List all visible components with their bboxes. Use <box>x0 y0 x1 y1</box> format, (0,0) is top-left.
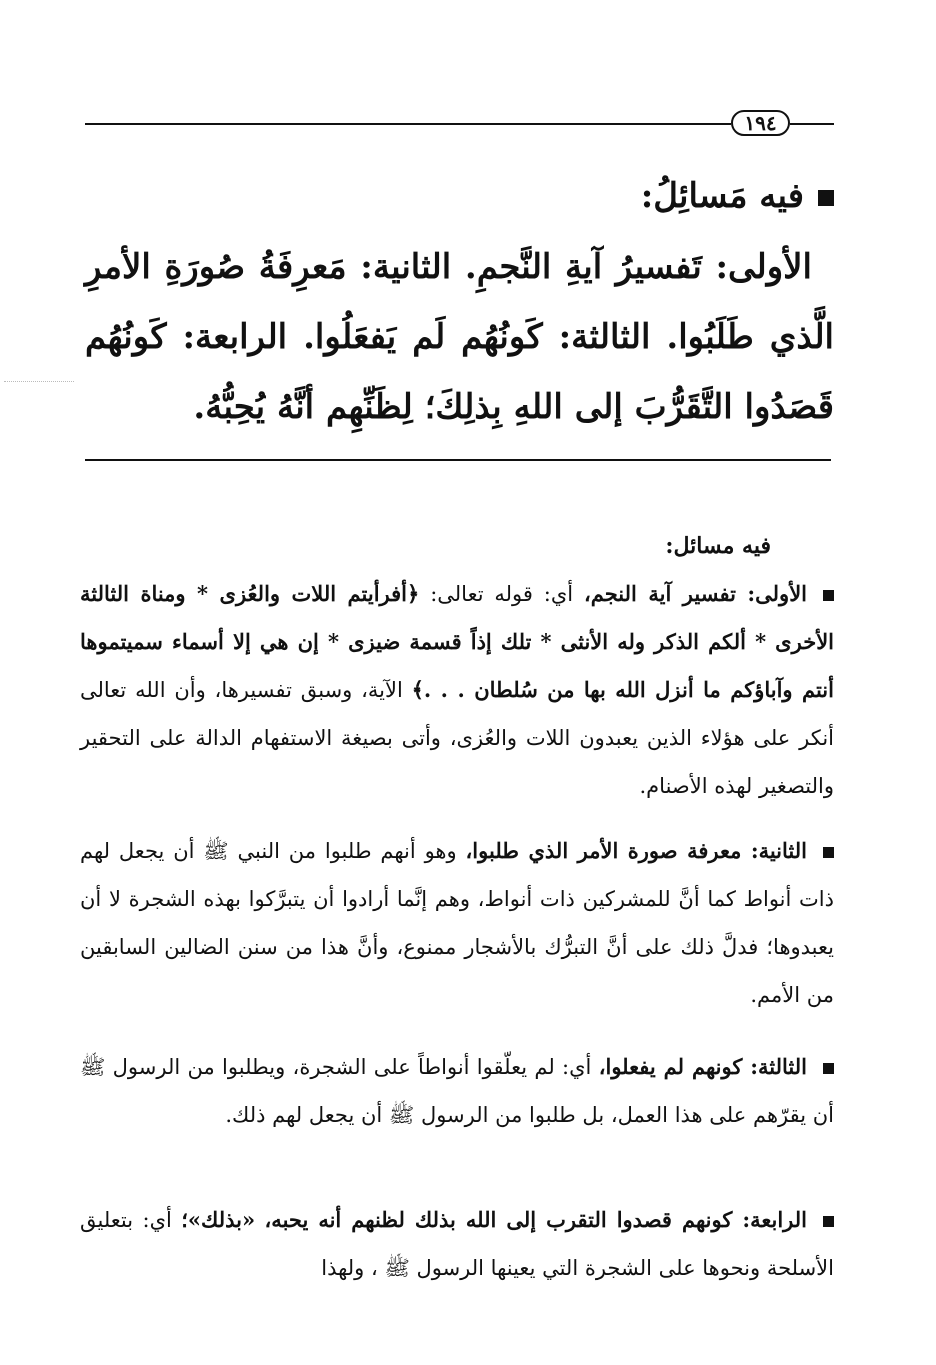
matn-item-label: الرابعة: <box>182 317 288 357</box>
paragraph-lead: أي: قوله تعالى: <box>430 582 574 606</box>
margin-mark <box>4 381 74 382</box>
paragraph-label: الرابعة: كونهم قصدوا التقرب إلى الله بذلك لظنهم أنه يحبه، <box>264 1207 807 1232</box>
commentary-paragraph <box>80 827 834 1019</box>
square-bullet-icon <box>818 190 834 206</box>
paragraph-text: الآية، وسبق تفسيرها، وأن الله تعالى أنكر على هؤلاء الذين يعبدون اللات والعُزى، وأتى بصيغة الاستفهام الدالة على التحقير والتصغير لهذه الأصنام. <box>80 678 834 798</box>
commentary-paragraph <box>80 1043 834 1139</box>
matn-item-label: الأولى: <box>715 247 812 287</box>
page-number: ١٩٤ <box>731 110 790 136</box>
section-divider <box>85 459 831 461</box>
matn-item-text: كَونُهُم لَم يَفعَلُوا. <box>303 317 543 357</box>
quran-verse: ﴿أفرأيتم اللات والعُزى * ومناة الثالثة الأخرى * ألكم الذكر وله الأنثى * تلك إذاً قسمة ضيزى * إن هي إلا أسماء سميتموها أنتم وآباؤكم ما أنزل الله بها من سُلطان . . .﴾ <box>80 581 834 702</box>
commentary-heading: فيه مسائل: <box>665 533 771 559</box>
matn-item-label: الثانية: <box>360 247 452 287</box>
matn-item-text: تَفسيرُ آيةِ النَّجمِ. <box>464 247 702 287</box>
commentary-paragraph <box>80 1196 834 1292</box>
matn-item-label: الثالثة: <box>558 317 651 357</box>
paragraph-quote: «بذلك»؛ <box>181 1207 256 1232</box>
paragraph-text: أي: لم يعلّقوا أنواطاً على الشجرة، ويطلبوا من الرسول ﷺ أن يقرّهم على هذا العمل، بل طلبوا من الرسول ﷺ أن يجعل لهم ذلك. <box>80 1055 834 1127</box>
matn-heading <box>134 170 834 222</box>
square-bullet-icon <box>823 590 834 601</box>
header-rule-left <box>85 123 731 125</box>
paragraph-text: وهو أنهم طلبوا من النبي ﷺ أن يجعل لهم ذات أنواط كما أنَّ للمشركين ذات أنواط، وهم إنَّما أرادوا أن يتبرَّكوا بهذه الشجرة لا أن يعبدوها؛ فدلَّ ذلك على أنَّ التبرُّك بالأشجار ممنوع، وأنَّ هذا من سنن الضالين السابقين من الأمم. <box>80 839 834 1007</box>
matn-item-text: مَعرِفَةُ صُورَةِ الأمرِ الَّذي طَلَبُوا. <box>85 247 835 357</box>
square-bullet-icon <box>823 1063 834 1074</box>
header-rule-right <box>790 123 834 125</box>
paragraph-label: الثانية: معرفة صورة الأمر الذي طلبوا، <box>465 838 807 863</box>
commentary-paragraph <box>80 570 834 810</box>
paragraph-text: أي: بتعليق الأسلحة ونحوها على الشجرة التي يعينها الرسول ﷺ ، ولهذا <box>80 1208 834 1280</box>
matn-heading-text: فيه مَسائِلُ: <box>640 176 804 216</box>
square-bullet-icon <box>823 1216 834 1227</box>
square-bullet-icon <box>823 847 834 858</box>
matn-body <box>85 232 834 442</box>
paragraph-label: الأولى: تفسير آية النجم، <box>584 581 808 606</box>
paragraph-label: الثالثة: كونهم لم يفعلوا، <box>598 1054 807 1079</box>
matn-item-text: كَونُهُم قَصَدُوا التَّقَرُّبَ إلى اللهِ بِذلِكَ؛ لِظَنِّهِم أنَّهُ يُحِبُّهُ. <box>85 317 834 427</box>
